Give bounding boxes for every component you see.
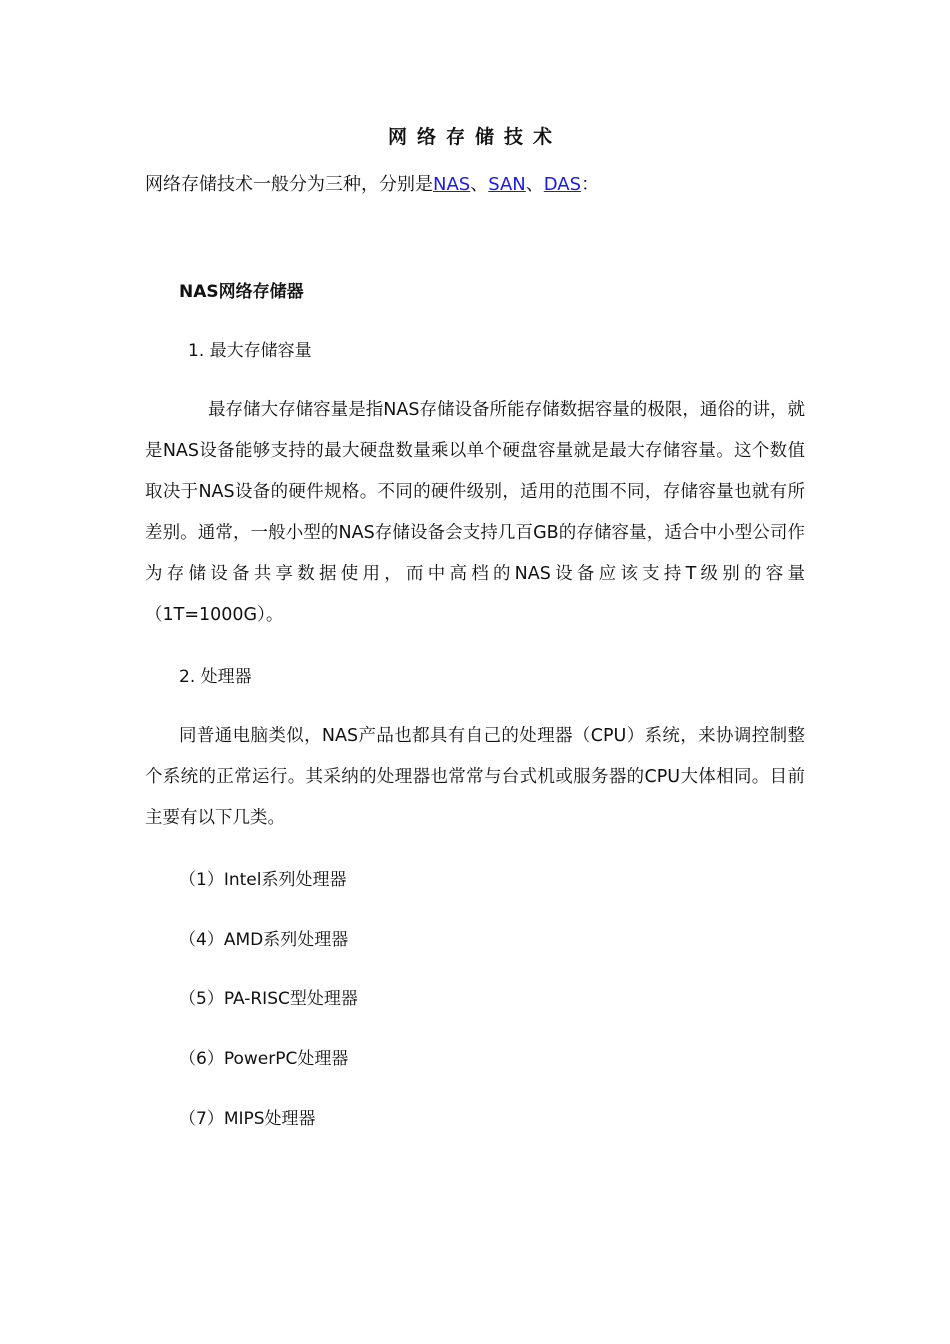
intro-prefix: 网络存储技术一般分为三种，分别是 <box>145 174 433 195</box>
intro-suffix: ： <box>581 174 600 195</box>
list-item: （6）PowerPC处理器 <box>179 1049 349 1069</box>
item1-heading: 1. 最大存储容量 <box>188 341 312 361</box>
list-item: （1）Intel系列处理器 <box>179 870 347 890</box>
item2-heading: 2. 处理器 <box>179 667 252 687</box>
page-title: 网络存储技术 <box>387 126 562 148</box>
item1-paragraph: 最存储大存储容量是指NAS存储设备所能存储数据容量的极限，通俗的讲，就是NAS设备能够支持的最大硬盘数量乘以单个硬盘容量就是最大存储容量。这个数值取决于NAS设备的硬件规格。不同的硬件级别，适用的范围不同，存储容量也就有所差别。通常，一般小型的NAS存储设备会支持几百GB的存储容量，适合中小型公司作为存储设备共享数据使用，而中高档的NAS设备应该支持T级别的容量（1T=1000G）。 <box>145 400 805 625</box>
link-san[interactable]: SAN <box>488 174 526 195</box>
list-item: （4）AMD系列处理器 <box>179 930 349 950</box>
intro-separator: 、 <box>470 174 489 195</box>
section-heading: NAS网络存储器 <box>179 282 304 302</box>
intro-line <box>145 173 599 197</box>
item2-paragraph: 同普通电脑类似，NAS产品也都具有自己的处理器（CPU）系统，来协调控制整个系统的正常运行。其采纳的处理器也常常与台式机或服务器的CPU大体相同。目前主要有以下几类。 <box>145 726 805 828</box>
list-item: （5）PA-RISC型处理器 <box>179 989 358 1009</box>
intro-separator: 、 <box>525 174 544 195</box>
link-nas[interactable]: NAS <box>433 174 471 195</box>
list-item: （7）MIPS处理器 <box>179 1109 316 1129</box>
link-das[interactable]: DAS <box>543 174 582 195</box>
